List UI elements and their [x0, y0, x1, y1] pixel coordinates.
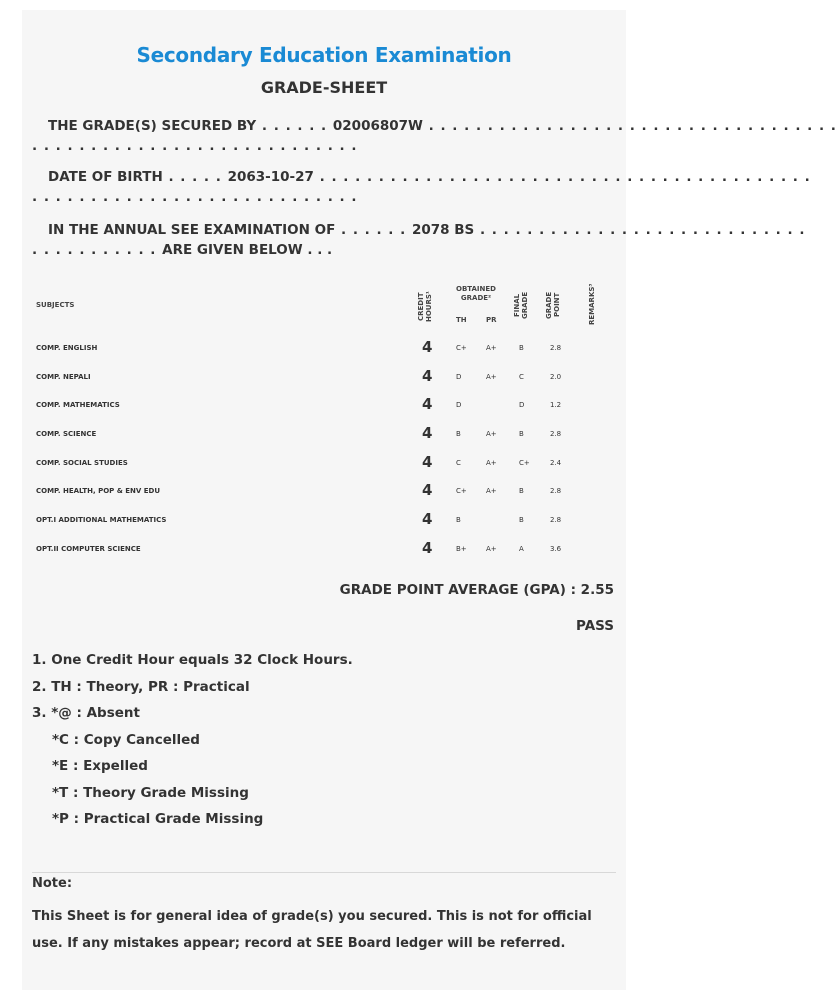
table-row: [32, 478, 616, 507]
practical-grade: A+: [486, 544, 497, 553]
subject-name: OPT.I ADDITIONAL MATHEMATICS: [36, 516, 167, 525]
exam-line: IN THE ANNUAL SEE EXAMINATION OF . . . . . . 2078 BS . . . . . . . . . . . . . . . . . . . . . . . . . . . . . . . . . . . . . . . ARE GIVEN BELOW . . .: [32, 222, 806, 258]
subject-name: COMP. NEPALI: [36, 372, 91, 381]
symbol-number: 02006807W: [332, 118, 423, 134]
final-grade: D: [519, 401, 525, 410]
theory-grade: D: [456, 372, 462, 381]
grades-table: [32, 285, 616, 565]
page-title: Secondary Education Examination: [136, 43, 512, 67]
footnote-item: *E : Expelled: [52, 758, 148, 774]
grade-point: 2.8: [550, 344, 562, 352]
gpa-text: GRADE POINT AVERAGE (GPA) : 2.55: [339, 582, 614, 598]
subject-name: COMP. SOCIAL STUDIES: [36, 458, 128, 467]
theory-grade: B: [456, 516, 461, 525]
subject-name: COMP. HEALTH, POP & ENV EDU: [36, 487, 161, 496]
final-grade: B: [519, 516, 524, 525]
footnote-item: *P : Practical Grade Missing: [52, 811, 264, 827]
credit-hours: 4: [422, 395, 433, 414]
footnotes-list: [32, 650, 616, 836]
final-grade: C+: [519, 458, 530, 467]
footnote-item: 1. One Credit Hour equals 32 Clock Hours.: [32, 652, 353, 668]
table-row: [32, 507, 616, 536]
credit-hours: 4: [422, 338, 433, 356]
result-status: PASS: [576, 618, 614, 634]
theory-grade: D: [456, 401, 462, 410]
grade-point: 2.0: [550, 372, 562, 381]
footnote-item: 2. TH : Theory, PR : Practical: [32, 678, 250, 695]
grade-point: 2.8: [550, 487, 562, 496]
note-heading: Note:: [32, 876, 73, 891]
final-grade: B: [519, 344, 524, 352]
note-text: This Sheet is for general idea of grade(s) you secured. This is not for official use. If any mistakes appear; record at SEE Board ledger will be referred.: [32, 909, 592, 951]
subject-name: COMP. SCIENCE: [36, 430, 97, 439]
theory-grade: C: [456, 458, 461, 467]
practical-grade: A+: [486, 487, 497, 496]
grade-point: 2.4: [550, 458, 562, 467]
theory-grade: B+: [456, 544, 467, 553]
grade-point: 1.2: [550, 401, 562, 410]
header-pr: PR: [486, 316, 497, 324]
final-grade: A: [519, 544, 524, 553]
practical-grade: A+: [486, 344, 497, 352]
final-grade: C: [519, 372, 524, 381]
secured-by-line: THE GRADE(S) SECURED BY . . . . . . 02006807W . . . . . . . . . . . . . . . . . . . . . . . . . . . . . . . . . . . . . . . . . . . . . . . . . . . . . . . . . . . . . . .: [32, 118, 837, 154]
table-row: [32, 364, 616, 393]
dob-label: DATE OF BIRTH: [48, 169, 163, 185]
exam-label: IN THE ANNUAL SEE EXAMINATION OF: [48, 222, 336, 238]
credit-hours: 4: [422, 510, 433, 529]
footnote-item: *T : Theory Grade Missing: [52, 784, 249, 801]
credit-hours: 4: [422, 538, 433, 557]
divider: [32, 872, 616, 873]
practical-grade: A+: [486, 430, 497, 439]
footnote-item: *C : Copy Cancelled: [52, 731, 200, 748]
given-below-text: ARE GIVEN BELOW . . .: [162, 242, 333, 258]
credit-hours: 4: [422, 424, 433, 443]
final-grade: B: [519, 430, 524, 439]
final-grade: B: [519, 487, 524, 496]
header-grade-point: GRADE POINT: [545, 291, 561, 319]
grade-point: 2.8: [550, 430, 562, 439]
header-credit-hours: CREDIT HOURS¹: [417, 291, 433, 323]
table-row: [32, 392, 616, 421]
theory-grade: B: [456, 430, 461, 439]
grade-point: 2.8: [550, 516, 562, 525]
table-header: [32, 285, 616, 335]
credit-hours: 4: [422, 452, 433, 471]
credit-hours: 4: [422, 366, 433, 385]
page-subtitle: GRADE-SHEET: [260, 78, 388, 97]
header-subjects: SUBJECTS: [36, 301, 75, 309]
grade-sheet: [22, 10, 837, 990]
footnote-item: 3. *@ : Absent: [32, 705, 140, 721]
dob-value: 2063-10-27: [227, 169, 314, 185]
practical-grade: A+: [486, 458, 497, 467]
header-remarks: REMARKS³: [588, 283, 596, 325]
subject-name: COMP. MATHEMATICS: [36, 401, 120, 410]
table-row: [32, 421, 616, 450]
grade-point: 3.6: [550, 544, 562, 553]
credit-hours: 4: [422, 481, 433, 500]
table-row: [32, 450, 616, 479]
header-obtained-grade: OBTAINED GRADE²: [456, 285, 496, 302]
header-th: TH: [456, 316, 467, 324]
dob-line: DATE OF BIRTH . . . . . 2063-10-27 . . . . . . . . . . . . . . . . . . . . . . . . . . . . . . . . . . . . . . . . . . . . . . . . . . . . . . . . . . . . . . . . . . . . . .: [32, 169, 811, 205]
secured-by-label: THE GRADE(S) SECURED BY: [48, 118, 257, 134]
subject-name: OPT.II COMPUTER SCIENCE: [36, 544, 141, 553]
subject-name: COMP. ENGLISH: [36, 344, 98, 352]
theory-grade: C+: [456, 487, 467, 496]
table-row: [32, 335, 616, 364]
practical-grade: A+: [486, 372, 497, 381]
exam-year: 2078 BS: [411, 222, 475, 238]
theory-grade: C+: [456, 344, 467, 352]
header-final-grade: FINAL GRADE: [513, 291, 529, 319]
table-row: [32, 536, 616, 565]
